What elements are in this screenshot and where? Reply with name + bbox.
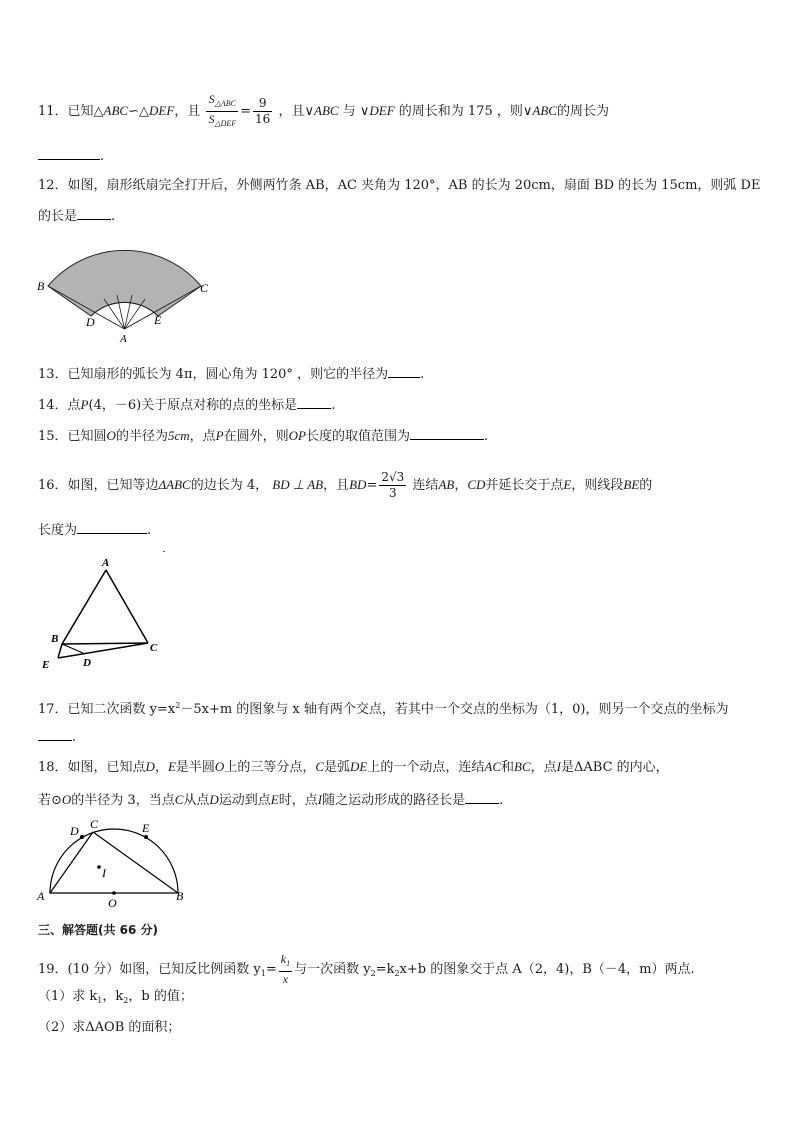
fan-figure (34, 244, 214, 344)
q11-abc: ABC (103, 103, 129, 118)
section-heading: 三、解答题(共 66 分) (38, 923, 159, 937)
answer-blank[interactable] (38, 727, 72, 741)
fig12-label-a: A (120, 333, 127, 344)
q11-text: 11．已知△ (38, 104, 104, 119)
q19-k1-over-x: $\frac{k_1}{x}$ (280, 952, 291, 986)
answer-blank[interactable] (297, 395, 331, 409)
fig18-label-i: I (102, 866, 106, 880)
stray-mark (163, 551, 165, 552)
question-18-line2: 若⊙O的半径为 3，当点C从点D运动到点E时，点I随之运动形成的路径长是 . (38, 792, 504, 808)
fig18-label-c: C (90, 818, 99, 831)
q11-answer-line: . (38, 146, 104, 166)
question-14: 14．点P(4，－6)关于原点对称的点的坐标是 . (38, 397, 336, 413)
fig12-label-c: C (200, 281, 209, 295)
answer-blank[interactable] (388, 364, 420, 378)
question-18: 18．如图，已知点D，E是半圆O上的三等分点，C是弧DE上的一个动点，连结AC和BC，点I是ΔABC 的内心， (38, 759, 669, 775)
q11-similar: ∽△ (128, 104, 149, 119)
fig18-label-b: B (176, 889, 184, 903)
fig18-label-e: E (142, 821, 150, 835)
fig18-label-o: O (108, 896, 117, 908)
answer-blank[interactable] (77, 206, 111, 220)
answer-blank[interactable] (77, 520, 147, 534)
question-13: 13．已知扇形的弧长为 4π，圆心角为 120° ，则它的半径为 . (38, 364, 424, 384)
fig16-label-d: D (83, 657, 91, 669)
q11-text: ，且 (174, 104, 201, 119)
fig18-label-d: D (70, 824, 79, 838)
q11-def: DEF (149, 103, 175, 118)
question-19: 19．(10 分）如图，已知反比例函数 $y_1=$ $\frac{k_1}{x}$ 与一次函数 $y_2=k_2x+b$ 的图象交于点 A（2，4)，B（－4，m）两点. (38, 952, 695, 986)
fig16-label-a: A (102, 557, 110, 569)
question-19-part2: （2）求ΔAOB 的面积； (38, 1020, 181, 1035)
question-19-part1: （1）求 $k_1$，$k_2$，b 的值； (38, 989, 193, 1005)
q11-ratio-value: $\frac{9}{16}$ (255, 96, 271, 126)
fig12-label-d: D (86, 315, 95, 329)
fig16-label-c: C (150, 642, 158, 654)
question-12-line2: 的长是 . (38, 206, 115, 226)
fig18-label-a: A (37, 889, 45, 903)
question-15: 15．已知圆O的半径为5cm，点P在圆外，则OP长度的取值范围为 . (38, 428, 489, 444)
answer-blank[interactable] (38, 146, 100, 160)
answer-blank[interactable] (410, 426, 484, 440)
fig16-label-b: B (51, 633, 59, 645)
fig12-label-b: B (37, 279, 45, 293)
question-11: 11．已知△ABC∽△DEF，且 $\frac{S_{\triangle ABC}}{S_{\triangle DEF}}$ = $\frac{9}{16}$ ，且∨ABC 与 ∨DEF 的周长和为 175 ，则∨ABC的周长为 (38, 92, 609, 131)
question-16: 16．如图，已知等边ΔABC的边长为 4， BD ⊥ AB，且BD= $\frac{2√3}{3}$ 连结AB，CD并延长交于点E，则线段BE的 (38, 470, 653, 500)
q16-bd-fraction: $\frac{2√3}{3}$ (381, 470, 405, 500)
question-17: 17．已知二次函数 $y=x^2-5x+m$ 的图象与 x 轴有两个交点，若其中一个交点的坐标为（1，0)，则另一个交点的坐标为 (38, 701, 729, 717)
fig16-label-e: E (42, 659, 50, 671)
question-16-line2: 长度为 . (38, 520, 151, 540)
triangle-figure (36, 554, 170, 672)
answer-blank[interactable] (465, 790, 499, 804)
question-17-line2: . (38, 727, 76, 747)
fig12-label-e: E (154, 313, 162, 327)
q11-area-ratio-fraction: $\frac{S_{\triangle ABC}}{S_{\triangle DEF}}$ (208, 92, 237, 128)
semicircle-figure (34, 818, 194, 908)
question-12: 12．如图，扇形纸扇完全打开后，外侧两竹条 AB，AC 夹角为 120°，AB 的长为 20cm，扇面 BD 的长为 15cm，则弧 DE (38, 178, 761, 193)
